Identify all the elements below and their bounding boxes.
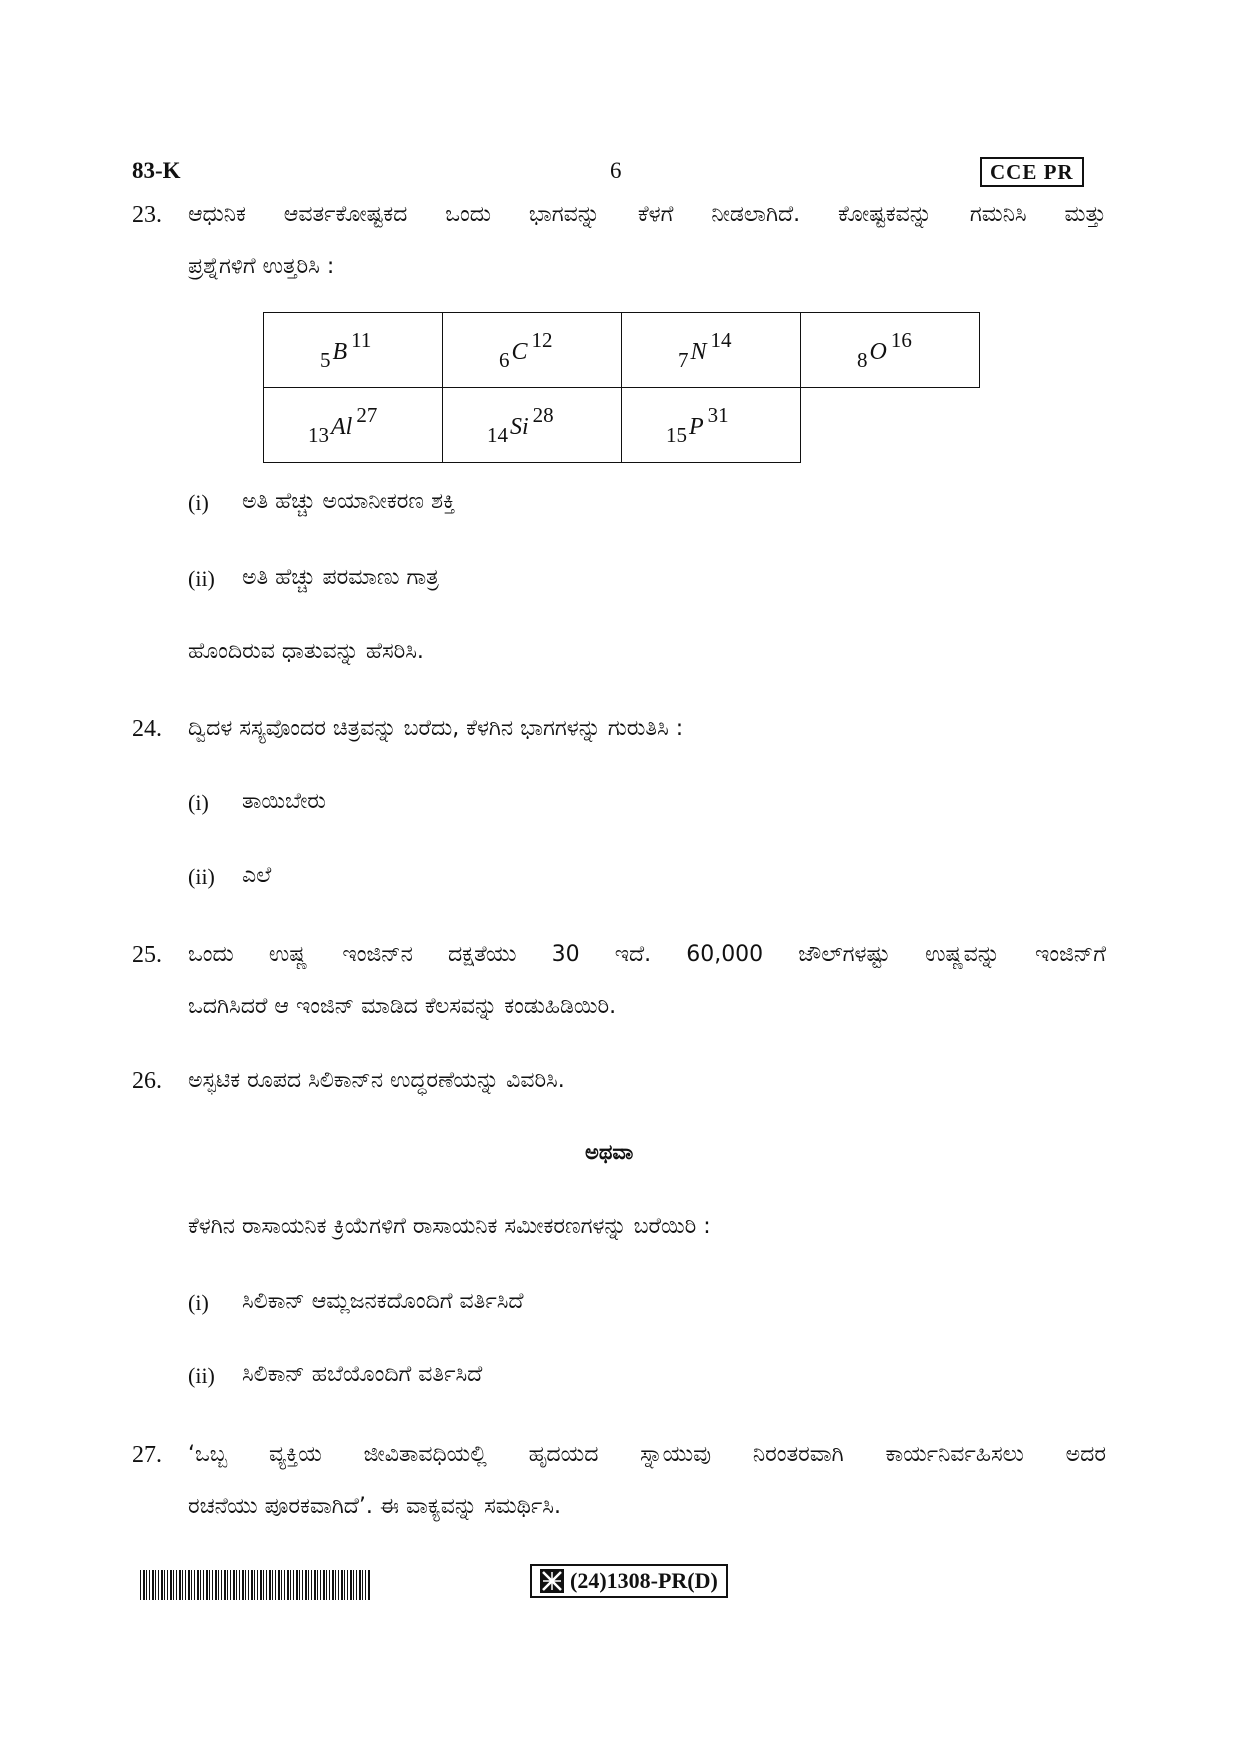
q26-i-text: ಸಿಲಿಕಾನ್ ಆಮ್ಲಜನಕದೊಂದಿಗೆ ವರ್ತಿಸಿದೆ: [242, 1289, 524, 1314]
empty-cell: [801, 388, 980, 463]
element-cell: $_6$C $^{12}$: [443, 313, 622, 388]
q23-i-text: ಅತಿ ಹೆಚ್ಚು ಅಯಾನೀಕರಣ ಶಕ್ತಿ: [242, 489, 456, 514]
q26-alt-text: ಕೆಳಗಿನ ರಾಸಾಯನಿಕ ಕ್ರಿಯೆಗಳಿಗೆ ರಾಸಾಯನಿಕ ಸಮೀಕರಣಗಳನ್ನು ಬರೆಯಿರಿ :: [188, 1214, 711, 1239]
q25-line2: ಒದಗಿಸಿದರೆ ಆ ಇಂಜಿನ್ ಮಾಡಿದ ಕೆಲಸವನ್ನು ಕಂಡುಹಿಡಿಯಿರಿ.: [188, 994, 617, 1019]
element-cell: $_5$B $^{11}$: [264, 313, 443, 388]
q23-tail: ಹೊಂದಿರುವ ಧಾತುವನ್ನು ಹೆಸರಿಸಿ.: [188, 639, 424, 664]
q23-i-label: (i): [188, 490, 209, 515]
paper-id-box: [530, 1564, 728, 1598]
q25-number: 25.: [132, 942, 162, 968]
q26-ii-text: ಸಿಲಿಕಾನ್ ಹಬೆಯೊಂದಿಗೆ ವರ್ತಿಸಿದೆ: [242, 1362, 483, 1387]
q23-line1: ಆಧುನಿಕ ಆವರ್ತಕೋಷ್ಟಕದ ಒಂದು ಭಾಗವನ್ನು ಕೆಳಗೆ ನೀಡಲಾಗಿದೆ. ಕೋಷ್ಟಕವನ್ನು ಗಮನಿಸಿ ಮತ್ತು: [188, 202, 1106, 227]
table-row: [264, 388, 980, 463]
q24-text: ದ್ವಿದಳ ಸಸ್ಯವೊಂದರ ಚಿತ್ರವನ್ನು ಬರೆದು, ಕೆಳಗಿನ ಭಾಗಗಳನ್ನು ಗುರುತಿಸಿ :: [188, 716, 684, 741]
q24-i-text: ತಾಯಿಬೇರು: [242, 789, 326, 814]
periodic-table-excerpt: [263, 312, 980, 463]
q23-ii-text: ಅತಿ ಹೆಚ್ಚು ಪರಮಾಣು ಗಾತ್ರ: [242, 565, 439, 590]
element-cell: $_{13}$Al $^{27}$: [264, 388, 443, 463]
q26-number: 26.: [132, 1068, 162, 1094]
q27-line2: ರಚನೆಯು ಪೂರಕವಾಗಿದೆ’. ಈ ವಾಕ್ಯವನ್ನು ಸಮರ್ಥಿಸಿ.: [188, 1494, 561, 1519]
or-divider: ಅಥವಾ: [585, 1140, 634, 1164]
q26-i-label: (i): [188, 1290, 209, 1315]
q25-line1: ಒಂದು ಉಷ್ಣ ಇಂಜಿನ್‌ನ ದಕ್ಷತೆಯು 30 ಇದೆ. 60,000 ಜೌಲ್‌ಗಳಷ್ಟು ಉಷ್ಣವನ್ನು ಇಂಜಿನ್‌ಗೆ: [188, 942, 1106, 967]
element-cell: $_{14}$Si $^{28}$: [443, 388, 622, 463]
q23-number: 23.: [132, 202, 162, 228]
qr-code-icon: [540, 1569, 564, 1593]
element-cell: $_8$O $^{16}$: [801, 313, 980, 388]
series-badge: CCE PR: [980, 157, 1084, 187]
barcode: [140, 1570, 370, 1600]
paper-code: 83-K: [132, 158, 181, 183]
q24-ii-label: (ii): [188, 864, 215, 889]
q27-number: 27.: [132, 1442, 162, 1468]
table-row: [264, 313, 980, 388]
q23-line2: ಪ್ರಶ್ನೆಗಳಿಗೆ ಉತ್ತರಿಸಿ :: [188, 254, 335, 279]
q24-i-label: (i): [188, 790, 209, 815]
q24-ii-text: ಎಲೆ: [242, 863, 272, 888]
element-cell: $_{15}$P $^{31}$: [622, 388, 801, 463]
q26-ii-label: (ii): [188, 1363, 215, 1388]
paper-id: (24)1308-PR(D): [570, 1568, 718, 1593]
element-cell: $_7$N $^{14}$: [622, 313, 801, 388]
q24-number: 24.: [132, 716, 162, 742]
q27-line1: ‘ಒಬ್ಬ ವ್ಯಕ್ತಿಯ ಜೀವಿತಾವಧಿಯಲ್ಲಿ ಹೃದಯದ ಸ್ನಾಯುವು ನಿರಂತರವಾಗಿ ಕಾರ್ಯನಿರ್ವಹಿಸಲು ಅದರ: [188, 1442, 1106, 1467]
q23-ii-label: (ii): [188, 566, 215, 591]
q26-text: ಅಸ್ಫಟಿಕ ರೂಪದ ಸಿಲಿಕಾನ್‌ನ ಉದ್ಧರಣೆಯನ್ನು ವಿವರಿಸಿ.: [188, 1068, 565, 1093]
page-number: 6: [610, 158, 622, 183]
